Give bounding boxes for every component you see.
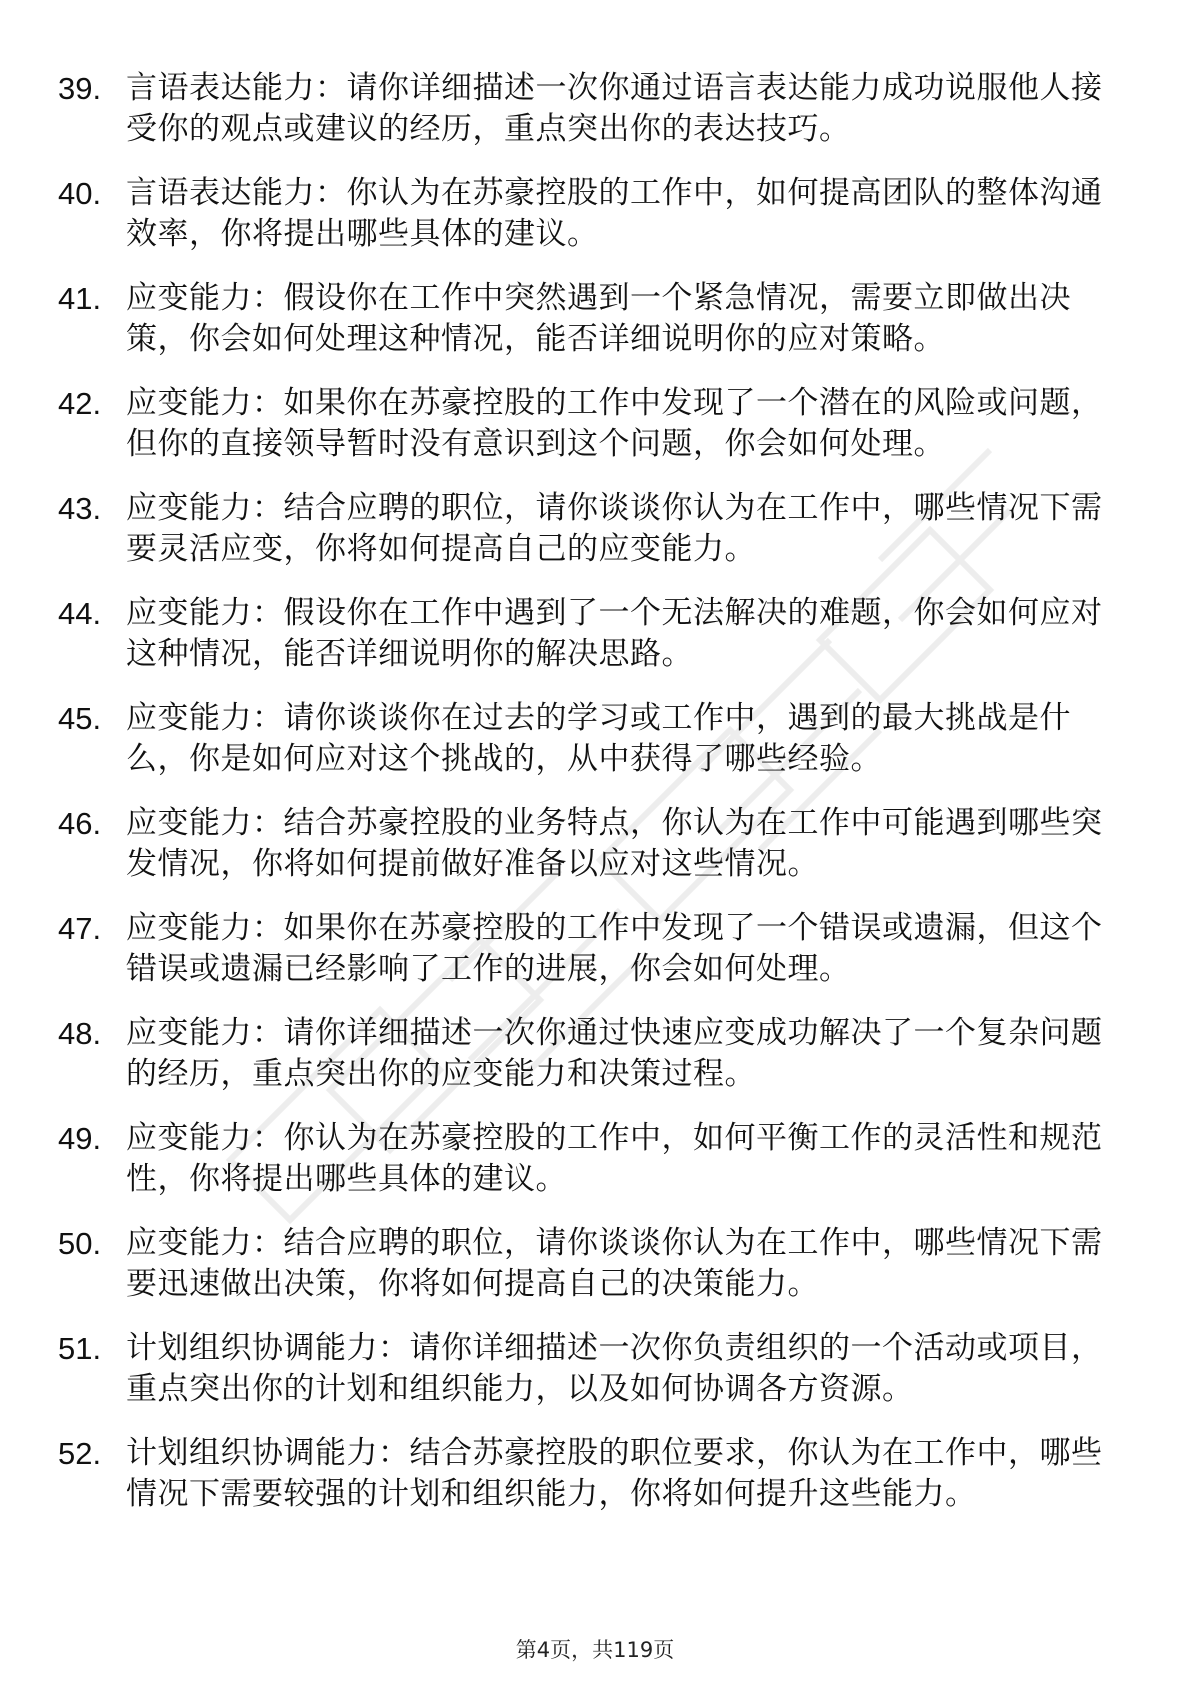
list-item [58,1013,1130,1095]
item-text: 言语表达能力：请你详细描述一次你通过语言表达能力成功说服他人接受你的观点或建议的经历，重点突出你的表达技巧。 [126,70,1103,147]
item-text: 应变能力：你认为在苏豪控股的工作中，如何平衡工作的灵活性和规范性，你将提出哪些具体的建议。 [126,1120,1103,1197]
item-text: 应变能力：如果你在苏豪控股的工作中发现了一个错误或遗漏，但这个错误或遗漏已经影响了工作的进展，你会如何处理。 [126,910,1103,987]
item-number: 51. [58,1331,102,1366]
item-number: 47. [58,911,102,946]
list-item [58,488,1130,570]
list-item [58,173,1130,255]
item-number: 44. [58,596,102,631]
list-item [58,1223,1130,1305]
list-item [58,278,1130,360]
list-item [58,383,1130,465]
item-text: 应变能力：请你详细描述一次你通过快速应变成功解决了一个复杂问题的经历，重点突出你的应变能力和决策过程。 [126,1015,1103,1092]
item-text: 应变能力：结合应聘的职位，请你谈谈你认为在工作中，哪些情况下需要灵活应变，你将如何提高自己的应变能力。 [126,490,1103,567]
list-item [58,1433,1130,1515]
item-text: 应变能力：请你谈谈你在过去的学习或工作中，遇到的最大挑战是什么，你是如何应对这个挑战的，从中获得了哪些经验。 [126,700,1071,777]
item-text: 应变能力：结合应聘的职位，请你谈谈你认为在工作中，哪些情况下需要迅速做出决策，你将如何提高自己的决策能力。 [126,1225,1103,1302]
list-item [58,593,1130,675]
item-number: 42. [58,386,102,421]
list-item [58,1328,1130,1410]
item-number: 50. [58,1226,102,1261]
item-text: 应变能力：假设你在工作中遇到了一个无法解决的难题，你会如何应对这种情况，能否详细说明你的解决思路。 [126,595,1103,672]
item-text: 应变能力：假设你在工作中突然遇到一个紧急情况，需要立即做出决策，你会如何处理这种情况，能否详细说明你的应对策略。 [126,280,1071,357]
item-number: 52. [58,1436,102,1471]
item-number: 39. [58,71,102,106]
item-number: 40. [58,176,102,211]
item-text: 言语表达能力：你认为在苏豪控股的工作中，如何提高团队的整体沟通效率，你将提出哪些具体的建议。 [126,175,1103,252]
item-text: 应变能力：结合苏豪控股的业务特点，你认为在工作中可能遇到哪些突发情况，你将如何提前做好准备以应对这些情况。 [126,805,1103,882]
item-text: 应变能力：如果你在苏豪控股的工作中发现了一个潜在的风险或问题，但你的直接领导暂时没有意识到这个问题，你会如何处理。 [126,385,1103,462]
item-number: 46. [58,806,102,841]
item-number: 41. [58,281,102,316]
list-item [58,1118,1130,1200]
list-item [58,803,1130,885]
list-item [58,698,1130,780]
list-item [58,908,1130,990]
item-number: 49. [58,1121,102,1156]
item-number: 43. [58,491,102,526]
item-number: 45. [58,701,102,736]
list-item [58,68,1130,150]
item-number: 48. [58,1016,102,1051]
page-number: 第4页，共119页 [515,1638,675,1662]
item-text: 计划组织协调能力：请你详细描述一次你负责组织的一个活动或项目，重点突出你的计划和组织能力，以及如何协调各方资源。 [126,1330,1103,1407]
item-text: 计划组织协调能力：结合苏豪控股的职位要求，你认为在工作中，哪些情况下需要较强的计划和组织能力，你将如何提升这些能力。 [126,1435,1103,1512]
